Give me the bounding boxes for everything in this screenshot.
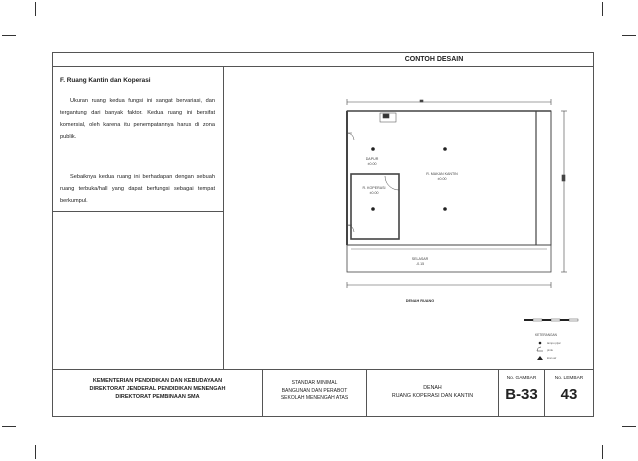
door-legend-icon: [537, 347, 543, 351]
lamp-icon: [371, 207, 375, 211]
label-koperasi-level: ±0.00: [369, 191, 379, 195]
label-kantin-level: ±0.00: [437, 177, 447, 181]
plan-title: DENAH RUANG: [405, 299, 435, 303]
drawing-title-line: RUANG KOPERASI DAN KANTIN: [391, 393, 474, 399]
institution-line: KEMENTERIAN PENDIDIKAN DAN KEBUDAYAAN: [92, 378, 223, 384]
sheet-number: 43: [560, 386, 578, 403]
standard-block: [263, 370, 367, 416]
label-selasar: SELASAR: [411, 257, 429, 261]
section-title: F. Ruang Kantin dan Koperasi: [60, 77, 151, 84]
standard-line: STANDAR MINIMAL: [291, 380, 338, 386]
label-selasar-level: -0.15: [415, 262, 425, 266]
floor-plan: [224, 67, 593, 369]
crop-mark: [35, 445, 36, 459]
legend-title: KETERANGAN: [535, 333, 557, 337]
dimension-mark: [420, 100, 423, 102]
legend-item: kran air: [547, 356, 557, 360]
legend-item: pintu: [547, 348, 554, 352]
koperasi-wall: [351, 174, 399, 239]
label-dapur-level: ±0.00: [367, 162, 377, 166]
outer-wall: [347, 111, 551, 245]
sheet-number-label: No. LEMBAR: [554, 376, 584, 381]
lamp-group: [371, 147, 447, 211]
header-title: CONTOH DESAIN: [404, 56, 464, 63]
lamp-icon: [371, 147, 375, 151]
label-dapur: DAPUR: [365, 157, 379, 161]
drawing-title-line: DENAH: [423, 385, 442, 391]
crop-mark: [622, 426, 636, 427]
institution-line: DIREKTORAT PEMBINAAN SMA: [115, 394, 200, 400]
drawing-sheet: [52, 52, 594, 417]
tap-legend-icon: [537, 356, 543, 360]
crop-mark: [2, 35, 16, 36]
crop-mark: [2, 426, 16, 427]
scale-bar: [524, 319, 578, 321]
floor-plan-area: [224, 67, 593, 369]
drawing-number-label: No. GAMBAR: [506, 376, 537, 381]
drawing-title-block: [367, 370, 499, 416]
drawing-number: B-33: [505, 386, 538, 403]
lamp-legend-icon: [539, 342, 542, 345]
label-koperasi: R. KOPERASI: [362, 186, 386, 190]
standard-line: SEKOLAH MENENGAH ATAS: [280, 395, 349, 401]
crop-mark: [35, 2, 36, 16]
institution-line: DIREKTORAT JENDERAL PENDIDIKAN MENENGAH: [89, 386, 226, 392]
paragraph-2: Sebaiknya kedua ruang ini berhadapan dengan sebuah ruang terbuka/hall yang dapat berfungsi sebagai tempat berkumpul.: [60, 174, 215, 204]
text-column: [53, 66, 223, 369]
lamp-icon: [443, 207, 447, 211]
crop-mark: [602, 445, 603, 459]
label-kantin: R. MAKAN KANTIN: [426, 172, 458, 176]
institution-block: [53, 370, 263, 416]
drawing-number-block: [499, 370, 545, 416]
text-bottom-rule: [53, 211, 223, 212]
standard-line: BANGUNAN DAN PERABOT: [281, 387, 348, 394]
paragraph-1: Ukuran ruang kedua fungsi ini sangat bervariasi, dan tergantung dari banyak faktor. Kedua ruang ini bersifat komersial, oleh karena itu penempatannya harus di zona publik.: [60, 98, 215, 140]
crop-mark: [602, 2, 603, 16]
sheet-number-block: [545, 370, 593, 416]
crop-mark: [622, 35, 636, 36]
legend-item: lampu pijar: [547, 341, 561, 345]
lamp-icon: [443, 147, 447, 151]
